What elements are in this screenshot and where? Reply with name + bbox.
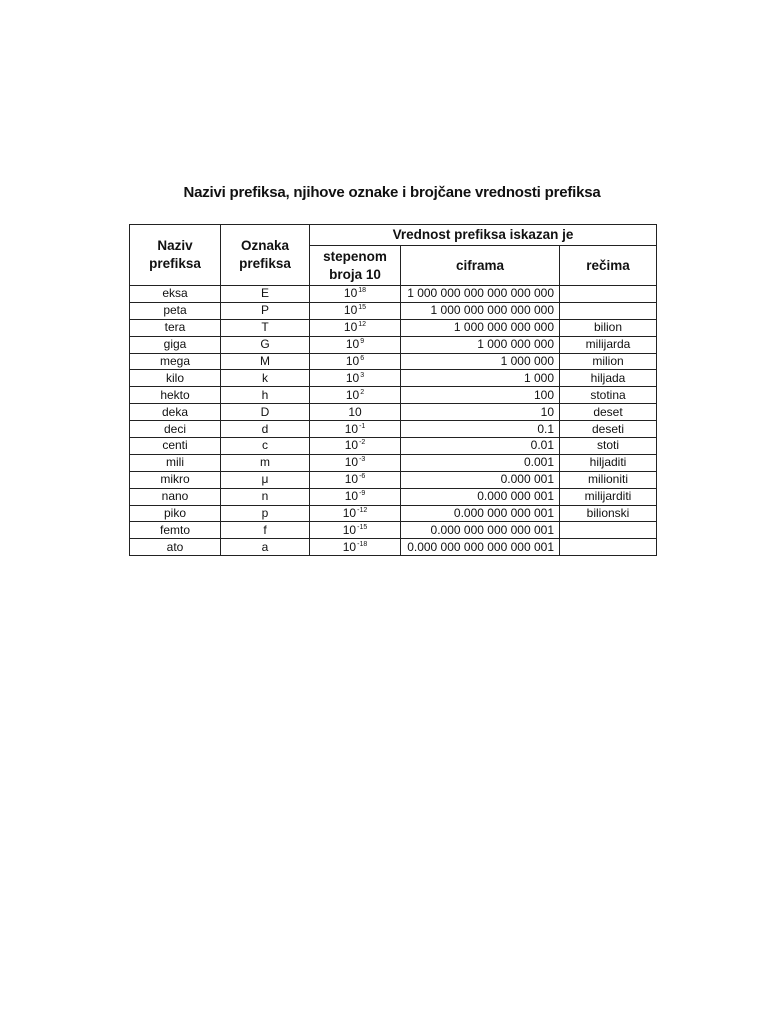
cell-name: kilo <box>130 370 221 387</box>
table-row <box>130 336 657 353</box>
cell-words <box>560 302 657 319</box>
power-base: 10 <box>342 539 357 554</box>
table-row <box>130 471 657 488</box>
cell-digits: 0.000 000 000 001 <box>401 505 560 522</box>
cell-digits: 0.1 <box>401 421 560 438</box>
cell-words: hiljaditi <box>560 454 657 471</box>
cell-digits: 0.000 000 000 000 001 <box>401 522 560 539</box>
table-row <box>130 302 657 319</box>
header-digits: ciframa <box>401 246 560 286</box>
cell-words <box>560 522 657 539</box>
table-row <box>130 438 657 455</box>
cell-symbol: k <box>221 370 310 387</box>
power-base: 10 <box>345 354 360 368</box>
power-exponent: 2 <box>360 388 365 396</box>
table-row <box>130 522 657 539</box>
power-base: 10 <box>345 337 360 352</box>
cell-power <box>310 404 401 421</box>
cell-digits: 1 000 000 000 000 000 000 <box>401 286 560 303</box>
power-base: 10 <box>344 455 359 470</box>
cell-digits: 0.000 000 001 <box>401 488 560 505</box>
cell-symbol: D <box>221 404 310 421</box>
cell-name: piko <box>130 505 221 522</box>
power-exponent: 6 <box>360 355 365 362</box>
cell-name: mili <box>130 454 221 471</box>
power-exponent: -2 <box>359 439 366 447</box>
cell-name: ato <box>130 539 221 556</box>
cell-symbol: p <box>221 505 310 522</box>
cell-name: peta <box>130 302 221 319</box>
cell-power <box>310 387 401 404</box>
header-value-group: Vrednost prefiksa iskazan je <box>310 225 657 246</box>
cell-name: deka <box>130 404 221 421</box>
table-row <box>130 505 657 522</box>
table-row <box>130 319 657 336</box>
cell-words: hiljada <box>560 370 657 387</box>
power-base: 10 <box>344 472 359 487</box>
cell-words: stotina <box>560 387 657 404</box>
power-exponent: -9 <box>359 490 366 498</box>
cell-name: deci <box>130 421 221 438</box>
power-base: 10 <box>345 370 360 385</box>
cell-digits: 1 000 <box>401 370 560 387</box>
cell-name: hekto <box>130 387 221 404</box>
cell-words: milijarditi <box>560 488 657 505</box>
power-base: 10 <box>343 320 358 335</box>
cell-symbol: P <box>221 302 310 319</box>
cell-symbol: n <box>221 488 310 505</box>
cell-words: deset <box>560 404 657 421</box>
cell-symbol: a <box>221 539 310 556</box>
cell-power <box>310 505 401 522</box>
cell-words: milijarda <box>560 336 657 353</box>
table-row <box>130 353 657 370</box>
cell-words <box>560 286 657 303</box>
cell-power <box>310 302 401 319</box>
table-body <box>130 286 657 556</box>
cell-power <box>310 471 401 488</box>
header-words: rečima <box>560 246 657 286</box>
cell-digits: 0.000 000 000 000 000 001 <box>401 539 560 556</box>
cell-digits: 1 000 000 000 000 <box>401 319 560 336</box>
cell-name: femto <box>130 522 221 539</box>
power-base: 10 <box>343 303 358 318</box>
power-base: 10 <box>342 506 357 521</box>
header-name: Naziv prefiksa <box>130 225 221 286</box>
power-base: 10 <box>344 421 359 436</box>
table-row <box>130 404 657 421</box>
cell-words: stoti <box>560 438 657 455</box>
cell-name: mega <box>130 353 221 370</box>
table-row <box>130 286 657 303</box>
cell-digits: 1 000 000 <box>401 353 560 370</box>
power-base: 10 <box>343 286 358 301</box>
table-row <box>130 539 657 556</box>
table-row <box>130 421 657 438</box>
power-exponent: 15 <box>358 304 367 312</box>
power-exponent: -15 <box>357 523 368 531</box>
cell-power <box>310 488 401 505</box>
cell-power <box>310 421 401 438</box>
cell-symbol: M <box>221 353 310 370</box>
power-base: 10 <box>342 522 357 537</box>
cell-symbol: c <box>221 438 310 455</box>
cell-symbol: E <box>221 286 310 303</box>
page-title: Nazivi prefiksa, njihove oznake i brojčane vrednosti prefiksa <box>183 184 601 201</box>
cell-digits: 100 <box>401 387 560 404</box>
power-exponent: 12 <box>358 321 367 329</box>
power-exponent: -18 <box>357 540 368 548</box>
power-base: 10 <box>344 489 359 504</box>
cell-symbol: m <box>221 454 310 471</box>
cell-symbol: G <box>221 336 310 353</box>
cell-power <box>310 286 401 303</box>
power-exponent: 9 <box>360 338 365 346</box>
cell-digits: 0.000 001 <box>401 471 560 488</box>
cell-power <box>310 522 401 539</box>
prefix-table <box>129 224 657 556</box>
power-base: 10 <box>345 387 360 402</box>
cell-power <box>310 454 401 471</box>
cell-symbol: f <box>221 522 310 539</box>
header-power: stepenom broja 10 <box>310 246 401 286</box>
cell-words: milion <box>560 353 657 370</box>
cell-words: milioniti <box>560 471 657 488</box>
cell-name: nano <box>130 488 221 505</box>
table-row <box>130 387 657 404</box>
cell-digits: 1 000 000 000 <box>401 336 560 353</box>
cell-power <box>310 370 401 387</box>
power-exponent: 18 <box>358 287 367 295</box>
cell-power <box>310 336 401 353</box>
cell-digits: 10 <box>401 404 560 421</box>
header-symbol: Oznaka prefiksa <box>221 225 310 286</box>
cell-symbol: d <box>221 421 310 438</box>
power-base: 10 <box>344 438 359 453</box>
cell-symbol: μ <box>221 471 310 488</box>
cell-power <box>310 319 401 336</box>
cell-power <box>310 438 401 455</box>
power-base: 10 <box>348 404 362 419</box>
power-exponent: 3 <box>360 371 365 379</box>
cell-power <box>310 353 401 370</box>
cell-symbol: h <box>221 387 310 404</box>
power-exponent: -1 <box>359 422 366 430</box>
cell-name: tera <box>130 319 221 336</box>
cell-words <box>560 539 657 556</box>
power-exponent: -12 <box>357 507 368 515</box>
power-exponent: -3 <box>359 456 366 464</box>
cell-name: eksa <box>130 286 221 303</box>
cell-name: giga <box>130 336 221 353</box>
table-row <box>130 454 657 471</box>
cell-digits: 1 000 000 000 000 000 <box>401 302 560 319</box>
cell-words: bilionski <box>560 505 657 522</box>
cell-symbol: T <box>221 319 310 336</box>
cell-digits: 0.01 <box>401 438 560 455</box>
cell-name: centi <box>130 438 221 455</box>
table-row <box>130 370 657 387</box>
cell-words: bilion <box>560 319 657 336</box>
power-exponent: -6 <box>359 473 366 481</box>
cell-name: mikro <box>130 471 221 488</box>
cell-digits: 0.001 <box>401 454 560 471</box>
table-row <box>130 488 657 505</box>
cell-power <box>310 539 401 556</box>
cell-words: deseti <box>560 421 657 438</box>
